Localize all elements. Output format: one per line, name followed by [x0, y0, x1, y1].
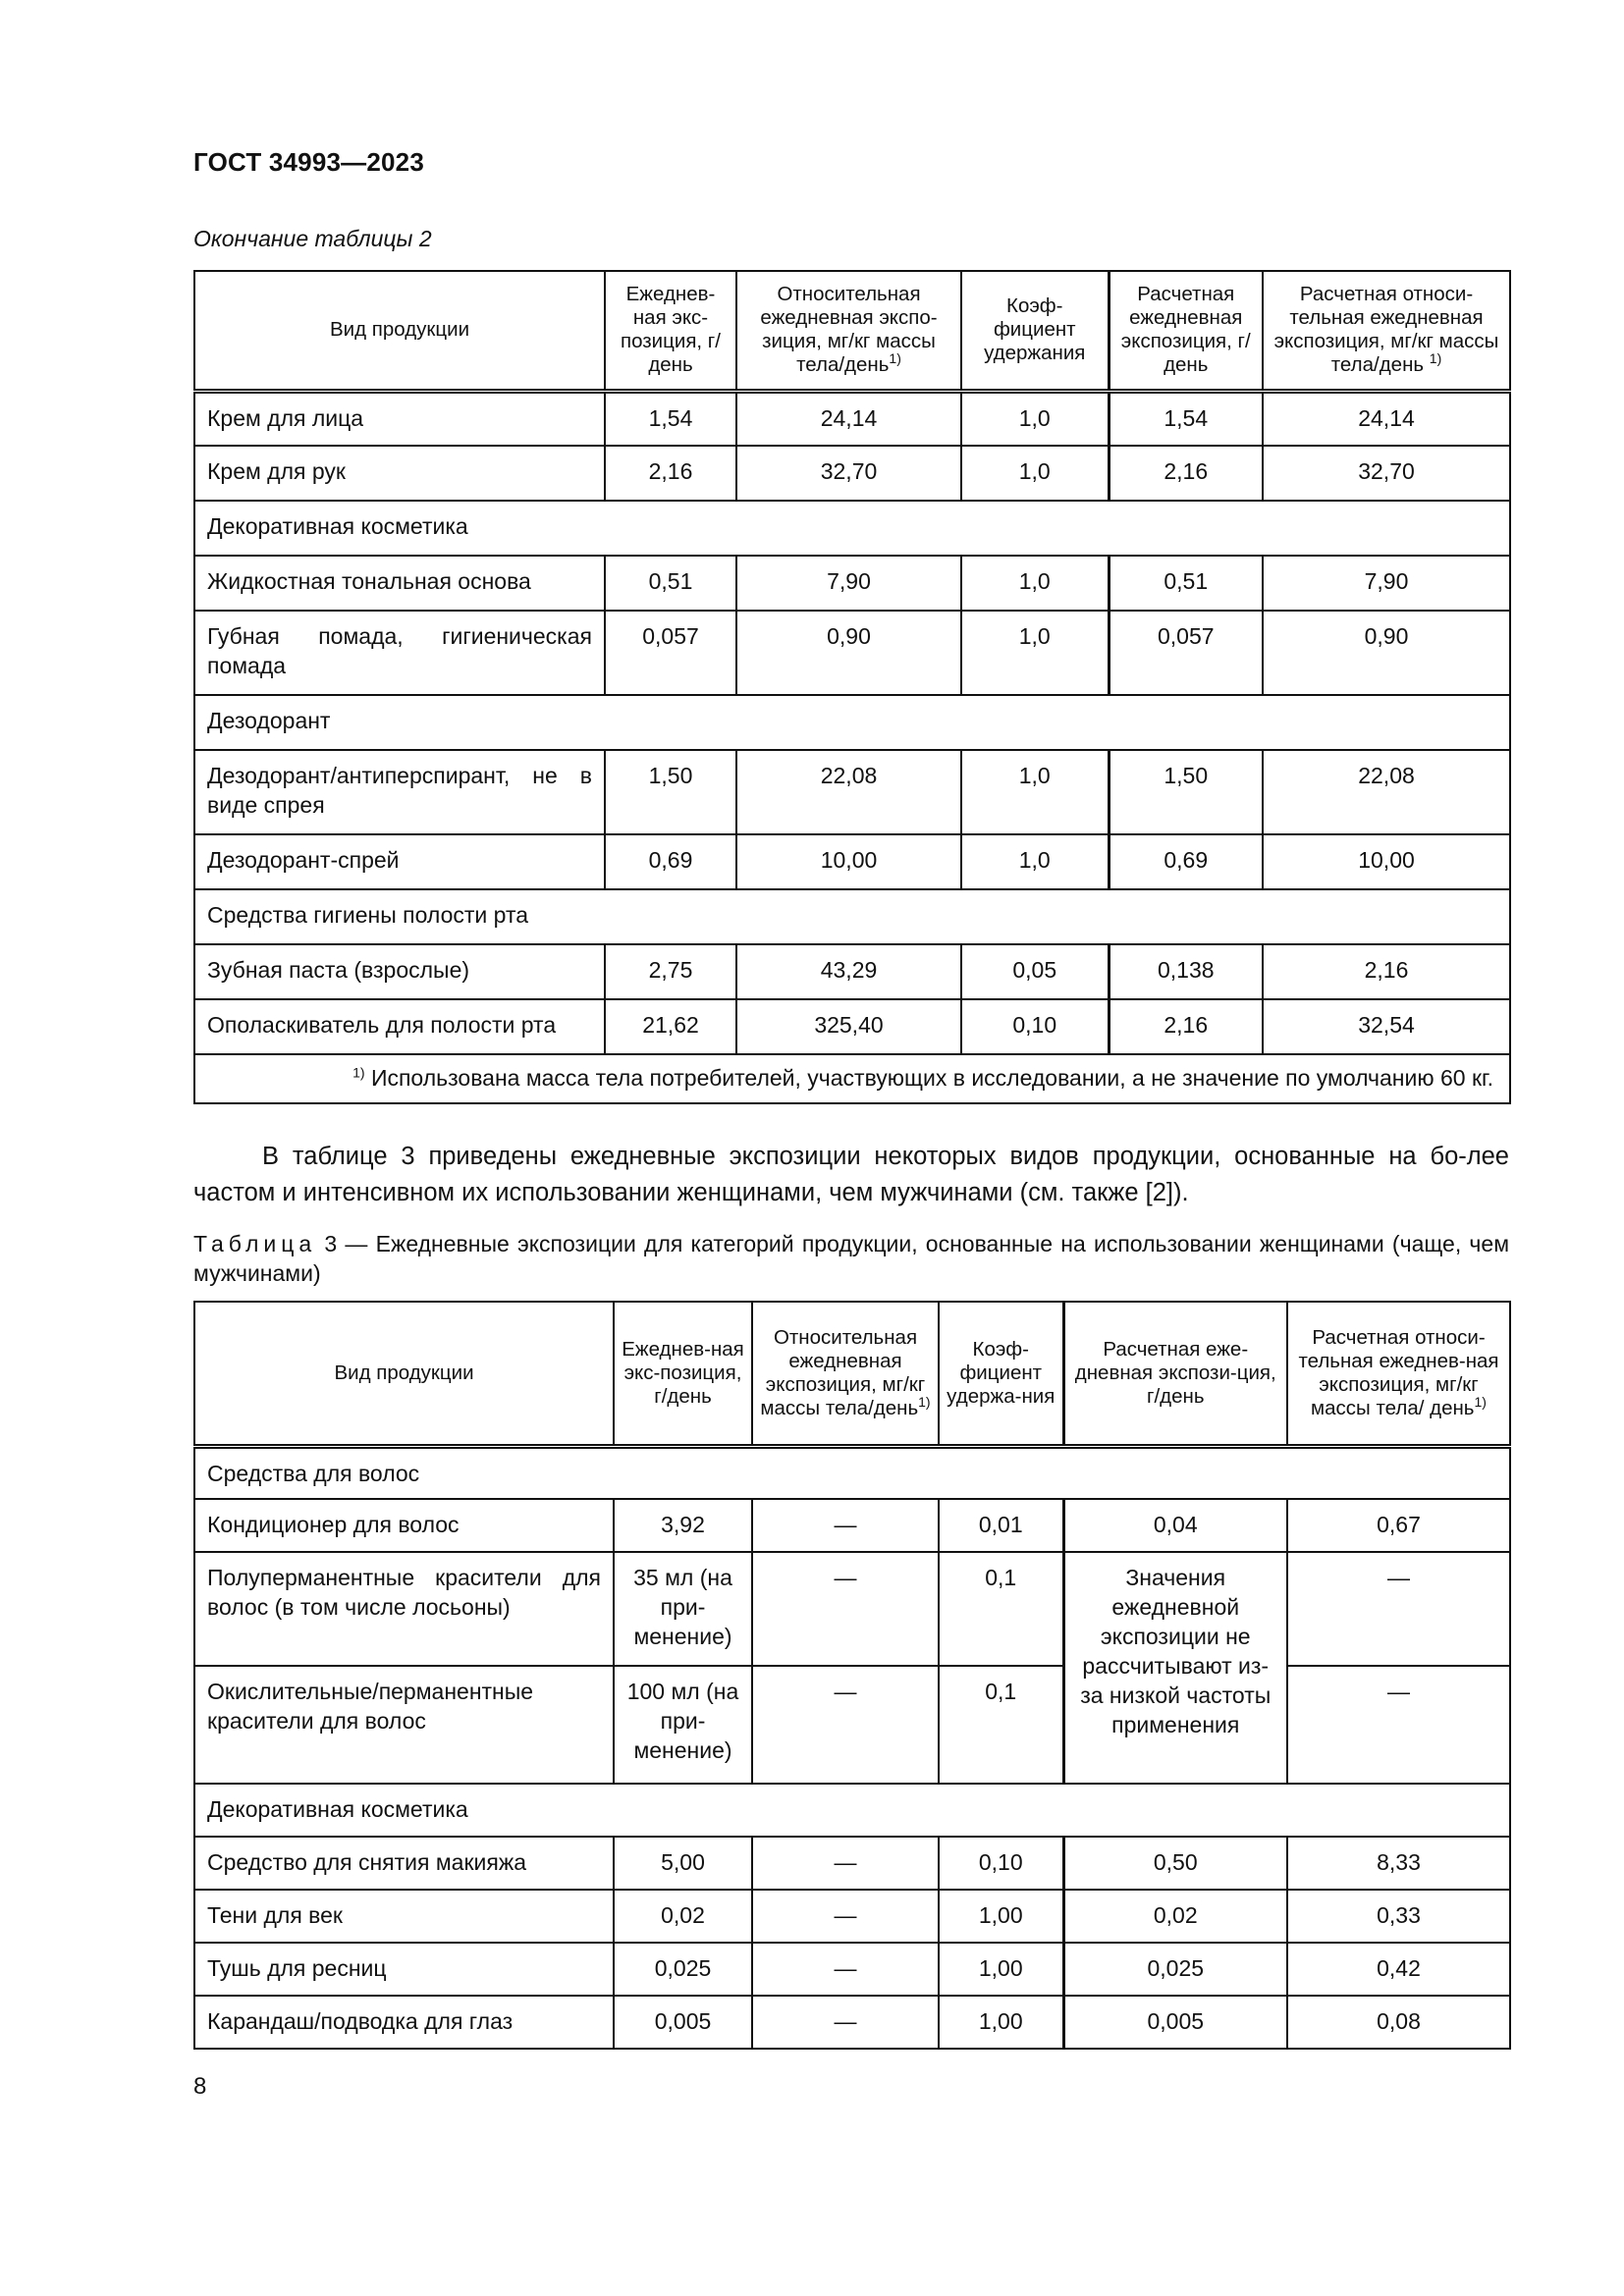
t2-cell: 0,90 [736, 611, 961, 695]
table2-caption: Окончание таблицы 2 [193, 226, 432, 251]
t3-cell: 0,08 [1287, 1996, 1510, 2049]
t2-section-label: Средства гигиены полости рта [194, 889, 1510, 944]
t2-col-retention: Коэф-фициент удержания [961, 271, 1109, 391]
t2-section-row [194, 501, 1510, 556]
t2-cell: 0,51 [1109, 556, 1263, 611]
t2-cell: 2,16 [1263, 944, 1510, 999]
t2-cell: 22,08 [736, 750, 961, 834]
t3-cell: — [752, 1552, 939, 1666]
t2-cell: 0,057 [1109, 611, 1263, 695]
t2-cell: 1,54 [1109, 391, 1263, 446]
t2-cell: 2,16 [605, 446, 736, 501]
t3-cell: — [1287, 1666, 1510, 1784]
t3-cell-name: Карандаш/подводка для глаз [194, 1996, 614, 2049]
table-row [194, 834, 1510, 889]
t2-cell: 1,50 [1109, 750, 1263, 834]
t2-cell: 0,057 [605, 611, 736, 695]
table-row [194, 1996, 1510, 2049]
t2-cell-name: Дезодорант-спрей [194, 834, 605, 889]
table-3 [193, 1301, 1511, 2050]
t3-cell-name: Окислительные/перманентные красители для волос [194, 1666, 614, 1784]
t3-cell-name: Тени для век [194, 1890, 614, 1943]
t2-cell: 0,69 [1109, 834, 1263, 889]
t2-cell: 7,90 [1263, 556, 1510, 611]
t2-cell: 1,0 [961, 834, 1109, 889]
body-paragraph: В таблице 3 приведены ежедневные экспозиции некоторых видов продукции, основанные на бо-лее частом и интенсивном их использовании женщинами, чем мужчинами (см. также [2]). [193, 1143, 1509, 1206]
table-row [194, 944, 1510, 999]
t3-section-deco: Декоративная косметика [194, 1784, 1510, 1837]
t2-cell: 22,08 [1263, 750, 1510, 834]
t3-cell-name: Полуперманентные красители для волос (в том числе лосьоны) [194, 1552, 614, 1666]
table-row [194, 611, 1510, 695]
t2-col-product: Вид продукции [194, 271, 605, 391]
t2-cell-name: Дезодорант/антиперспирант, не в виде спрея [194, 750, 605, 834]
t3-cell: — [752, 1943, 939, 1996]
table-row [194, 999, 1510, 1054]
t2-col-calc-exposure: Расчетная ежедневная экспозиция, г/день [1109, 271, 1263, 391]
t3-col-product: Вид продукции [194, 1302, 614, 1446]
t3-cell: — [752, 1666, 939, 1784]
t3-cell: 0,02 [1063, 1890, 1287, 1943]
t3-cell: 0,42 [1287, 1943, 1510, 1996]
t3-cell: 0,025 [614, 1943, 752, 1996]
t2-cell: 32,54 [1263, 999, 1510, 1054]
table3-title: Таблица 3 — Ежедневные экспозиции для категорий продукции, основанные на использовании женщинами (чаще, чем мужчинами) [193, 1231, 1510, 1286]
t2-cell: 0,138 [1109, 944, 1263, 999]
t3-col-retention: Коэф-фициент удержа-ния [939, 1302, 1063, 1446]
t2-cell: 2,16 [1109, 446, 1263, 501]
t3-cell: 35 мл (на при-менение) [614, 1552, 752, 1666]
t3-cell-name: Кондиционер для волос [194, 1499, 614, 1552]
table-2 [193, 270, 1511, 1104]
t2-cell: 2,75 [605, 944, 736, 999]
t3-cell: 0,1 [939, 1666, 1063, 1784]
t2-section-row [194, 695, 1510, 750]
table-row [194, 1890, 1510, 1943]
t3-col-calc-exposure: Расчетная еже-дневная экспози-ция, г/день [1063, 1302, 1287, 1446]
t3-cell: 0,005 [1063, 1996, 1287, 2049]
t2-cell: 7,90 [736, 556, 961, 611]
t2-cell: 1,0 [961, 446, 1109, 501]
t2-cell: 10,00 [1263, 834, 1510, 889]
t2-cell: 1,0 [961, 391, 1109, 446]
t2-cell: 1,0 [961, 556, 1109, 611]
t2-footnote: $^{1)}$ Использована масса тела потребителей, участвующих в исследовании, а не значение по умолчанию 60 кг. [194, 1054, 1510, 1103]
t3-cell: 0,01 [939, 1499, 1063, 1552]
t3-cell: 0,10 [939, 1837, 1063, 1890]
t3-cell: 0,04 [1063, 1499, 1287, 1552]
t2-col-calc-relative: Расчетная относи-тельная ежедневная экспозиция, мг/кг массы тела/день $^{1)}$ [1263, 271, 1510, 391]
t3-merged-note: Значения ежедневной экспозиции не рассчитывают из-за низкой частоты применения [1063, 1552, 1287, 1784]
t2-cell-name: Крем для лица [194, 391, 605, 446]
t3-cell: 1,00 [939, 1943, 1063, 1996]
table-row [194, 1552, 1510, 1666]
t3-cell: — [1287, 1552, 1510, 1666]
t3-cell: 0,1 [939, 1552, 1063, 1666]
t2-cell: 0,51 [605, 556, 736, 611]
t3-cell: 0,67 [1287, 1499, 1510, 1552]
t3-cell: 0,33 [1287, 1890, 1510, 1943]
t2-cell: 1,50 [605, 750, 736, 834]
t2-cell: 10,00 [736, 834, 961, 889]
t3-cell: 1,00 [939, 1996, 1063, 2049]
t2-cell: 32,70 [736, 446, 961, 501]
t2-cell: 0,69 [605, 834, 736, 889]
table-row [194, 750, 1510, 834]
table-row [194, 1666, 1510, 1784]
t2-section-row [194, 889, 1510, 944]
table-row [194, 1837, 1510, 1890]
t3-cell: 3,92 [614, 1499, 752, 1552]
t3-cell: 0,50 [1063, 1837, 1287, 1890]
t2-cell: 1,0 [961, 750, 1109, 834]
t2-cell-name: Губная помада, гигиеническая помада [194, 611, 605, 695]
t3-cell: 1,00 [939, 1890, 1063, 1943]
document-header: ГОСТ 34993—2023 [193, 147, 424, 177]
table-row [194, 556, 1510, 611]
t2-cell-name: Крем для рук [194, 446, 605, 501]
table-row [194, 391, 1510, 446]
t2-cell-name: Зубная паста (взрослые) [194, 944, 605, 999]
t2-cell: 0,05 [961, 944, 1109, 999]
t3-cell-name: Средство для снятия макияжа [194, 1837, 614, 1890]
t2-cell: 21,62 [605, 999, 736, 1054]
t2-cell: 24,14 [736, 391, 961, 446]
t3-col-calc-relative: Расчетная относи-тельная ежеднев-ная экспозиция, мг/кг массы тела/ день$^{1)}$ [1287, 1302, 1510, 1446]
t2-cell: 32,70 [1263, 446, 1510, 501]
t2-cell: 1,54 [605, 391, 736, 446]
t3-cell: 0,02 [614, 1890, 752, 1943]
table-row [194, 1499, 1510, 1552]
t3-cell-name: Тушь для ресниц [194, 1943, 614, 1996]
t2-col-relative-exposure: Относительная ежедневная экспо-зиция, мг/кг массы тела/день$^{1)}$ [736, 271, 961, 391]
t3-col-relative-exposure: Относительная ежедневная экспозиция, мг/кг массы тела/день$^{1)}$ [752, 1302, 939, 1446]
t2-cell: 24,14 [1263, 391, 1510, 446]
t2-cell: 1,0 [961, 611, 1109, 695]
t3-col-daily-exposure: Ежеднев-ная экс-позиция, г/день [614, 1302, 752, 1446]
t3-cell: 0,025 [1063, 1943, 1287, 1996]
page-number: 8 [193, 2073, 207, 2100]
t3-cell: 0,005 [614, 1996, 752, 2049]
table-row [194, 1943, 1510, 1996]
t2-cell: 0,90 [1263, 611, 1510, 695]
t2-cell-name: Жидкостная тональная основа [194, 556, 605, 611]
t3-cell: — [752, 1996, 939, 2049]
t2-cell: 0,10 [961, 999, 1109, 1054]
t3-cell: — [752, 1890, 939, 1943]
t3-cell: — [752, 1837, 939, 1890]
t2-col-daily-exposure: Ежеднев-ная экс-позиция, г/день [605, 271, 736, 391]
t3-section-hair: Средства для волос [194, 1446, 1510, 1499]
t2-section-label: Декоративная косметика [194, 501, 1510, 556]
t2-cell: 325,40 [736, 999, 961, 1054]
t3-cell: 8,33 [1287, 1837, 1510, 1890]
t2-cell: 43,29 [736, 944, 961, 999]
t3-cell: — [752, 1499, 939, 1552]
t3-cell: 5,00 [614, 1837, 752, 1890]
table-row [194, 446, 1510, 501]
t3-cell: 100 мл (на при-менение) [614, 1666, 752, 1784]
t2-section-label: Дезодорант [194, 695, 1510, 750]
t2-cell: 2,16 [1109, 999, 1263, 1054]
t2-cell-name: Ополаскиватель для полости рта [194, 999, 605, 1054]
